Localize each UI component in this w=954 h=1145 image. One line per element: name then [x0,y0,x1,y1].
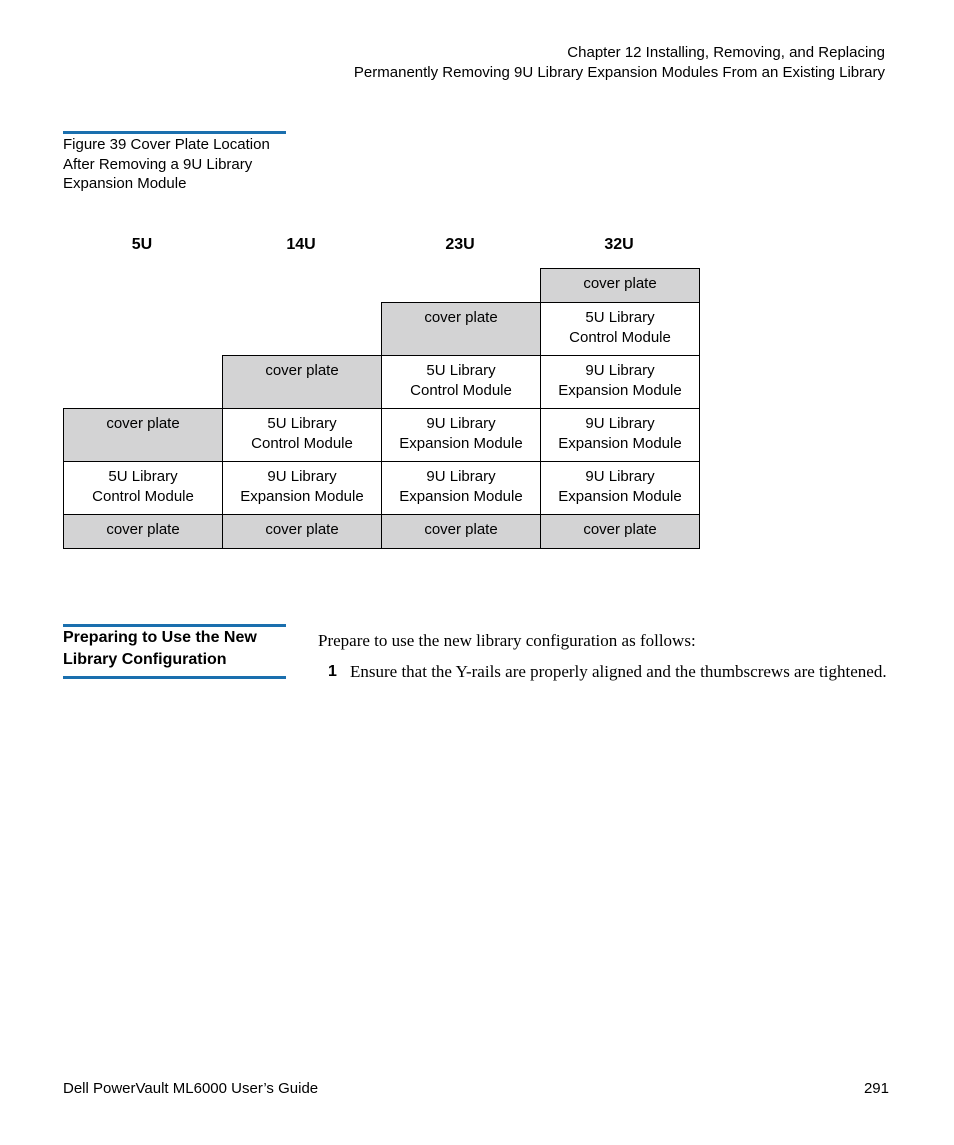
column-header-23u: 23U [445,236,475,253]
figure-caption-line: Figure 39 Cover Plate Location [63,136,270,153]
module-cell: 9U Library Expansion Module [540,461,700,515]
footer-guide-title: Dell PowerVault ML6000 User’s Guide [63,1080,319,1097]
module-cell: 9U Library Expansion Module [381,461,541,515]
cover-plate-cell: cover plate [222,514,382,549]
step-number: 1 [328,663,337,680]
figure-caption [63,135,293,194]
column-header-14u: 14U [286,236,316,253]
section-title-line: Preparing to Use the New [63,629,257,646]
section-title [63,627,288,671]
cover-plate-cell: cover plate [222,355,382,409]
running-header-chapter: Chapter 12 Installing, Removing, and Replacing [567,44,885,61]
footer-page-number: 291 [863,1080,889,1097]
cover-plate-cell: cover plate [540,514,700,549]
figure-caption-line: After Removing a 9U Library [63,155,253,173]
step-text: Ensure that the Y-rails are properly aligned and the thumbscrews are tightened. [350,662,887,681]
cover-plate-cell: cover plate [63,514,223,549]
module-cell: 5U Library Control Module [63,461,223,515]
module-cell: 9U Library Expansion Module [381,408,541,462]
cover-plate-cell: cover plate [540,268,700,303]
section-title-line: Library Configuration [63,651,227,668]
section-title-rule-bottom [63,676,286,679]
module-cell: 9U Library Expansion Module [540,408,700,462]
module-cell: 5U Library Control Module [222,408,382,462]
cover-plate-cell: cover plate [381,302,541,356]
cover-plate-cell: cover plate [381,514,541,549]
column-header-32u: 32U [604,236,634,253]
intro-paragraph: Prepare to use the new library configuration as follows: [318,631,696,650]
running-header-section: Permanently Removing 9U Library Expansion Modules From an Existing Library [353,64,885,81]
figure-caption-line: Expansion Module [63,175,187,192]
column-header-5u: 5U [131,236,153,253]
module-cell: 9U Library Expansion Module [222,461,382,515]
cover-plate-cell: cover plate [63,408,223,462]
module-cell: 5U Library Control Module [381,355,541,409]
figure-caption-rule [63,131,286,134]
module-cell: 5U Library Control Module [540,302,700,356]
module-cell: 9U Library Expansion Module [540,355,700,409]
